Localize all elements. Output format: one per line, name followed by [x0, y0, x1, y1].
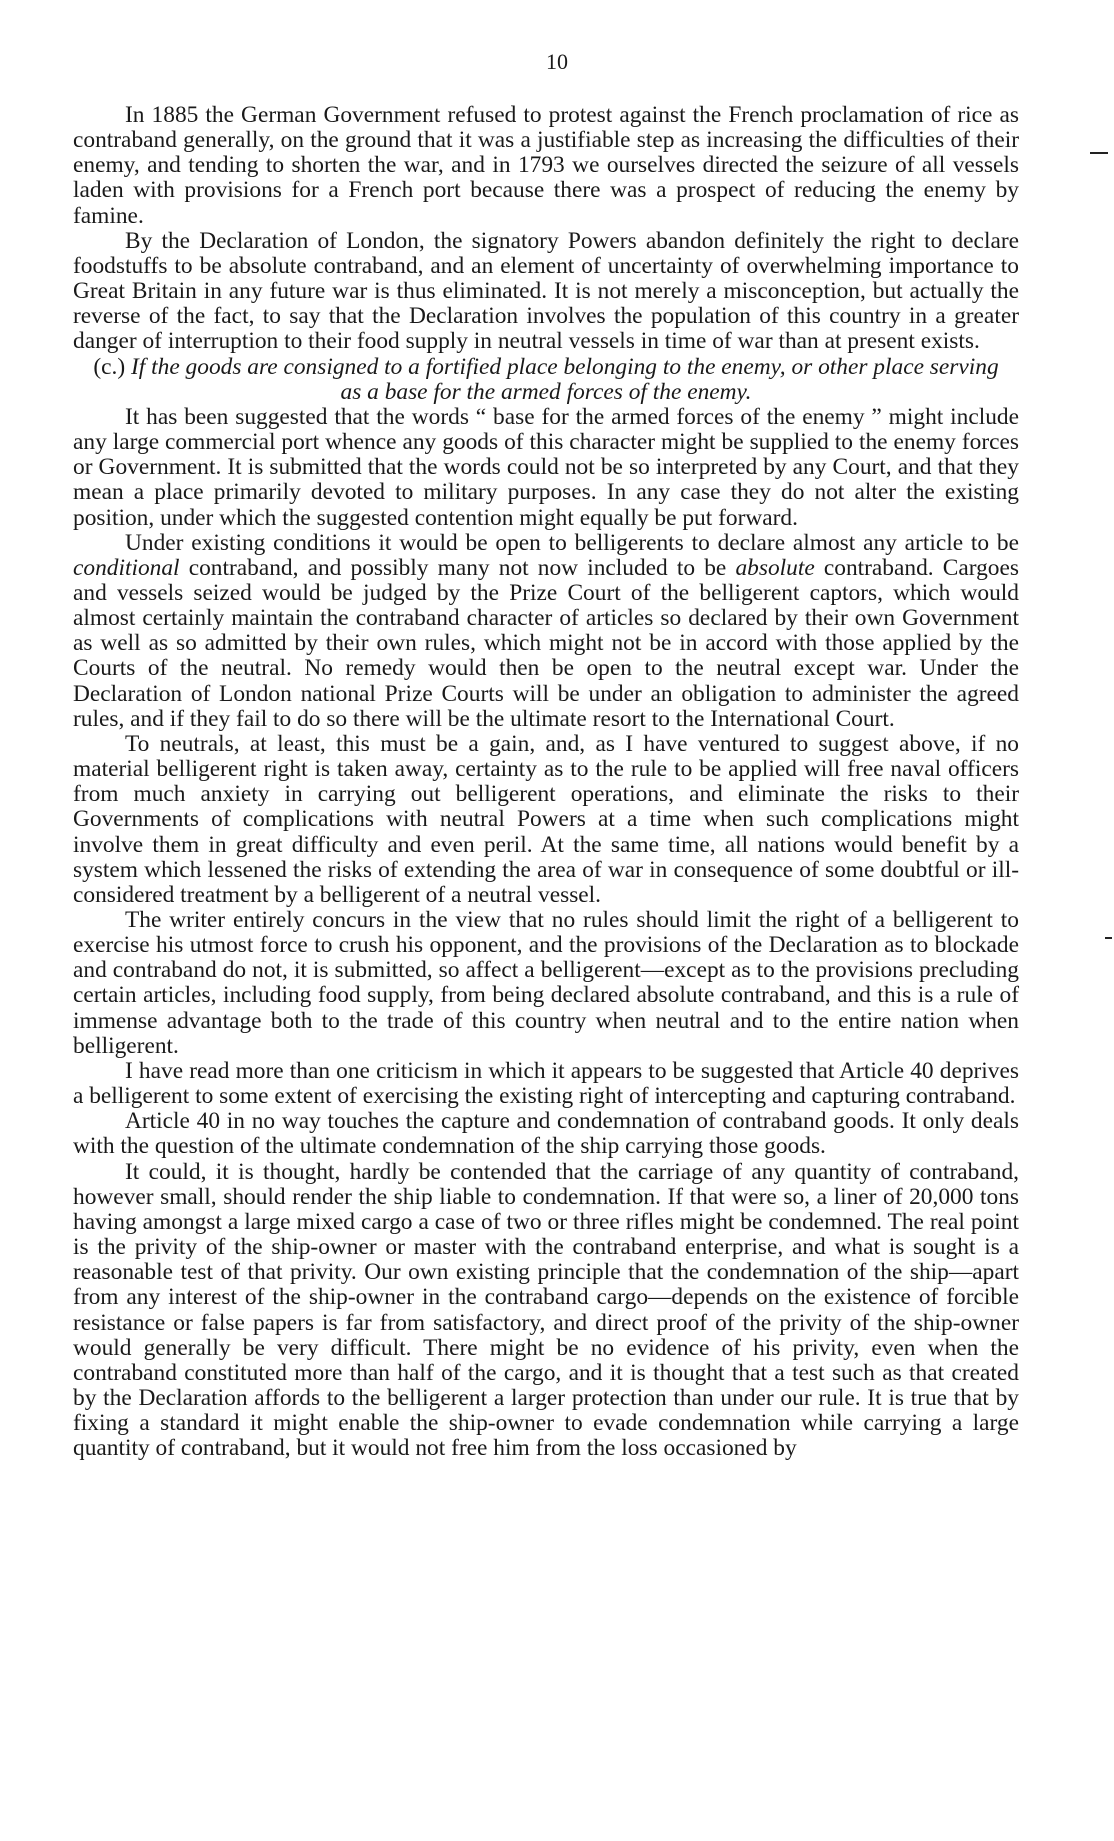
- paragraph: [73, 531, 1019, 732]
- paragraph-text: Under existing conditions it would be open to belligerents to declare almost any article to be: [125, 529, 1019, 556]
- section-heading-text: If the goods are consigned to a fortified place belonging to the enemy, or other place serving as a base for the armed forces of the enemy.: [131, 353, 999, 405]
- paragraph-text: It could, it is thought, hardly be contended that the carriage of any quantity of contraband, however small, should render the ship liable to condemnation. If that were so, a liner of 20,000 tons having amongst a large mixed cargo a case of two or three rifles might be condemned. The real point is the privity of the ship-owner or master with the contraband enterprise, and what is sought is a reasonable test of that privity. Our own existing principle that the condemnation of the ship—apart from any interest of the ship-owner in the contraband cargo—depends on the existence of forcible resistance or false papers is far from satisfactory, and direct proof of the privity of the ship-owner would generally be very difficult. There might be no evidence of his privity, even when the contraband constituted more than half of the cargo, and it is thought that a test such as that created by the Declaration affords to the belligerent a larger protection than under our rule. It is true that by fixing a standard it might enable the ship-owner to evade condemnation while carrying a large quantity of contraband, but it would not free him from the loss occasioned by: [73, 1158, 1019, 1462]
- document-body: [73, 103, 1019, 1461]
- page-number: 10: [546, 49, 568, 74]
- paragraph-text: To neutrals, at least, this must be a gain, and, as I have ventured to suggest above, if no material belligerent right is taken away, certainty as to the rule to be applied will free naval officers from much anxiety in carrying out belligerent operations, and eliminate the risks to their Governments of complications with neutral Powers at a time when such complications might involve them in great difficulty and even peril. At the same time, all nations would benefit by a system which lessened the risks of extending the area of war in consequence of some doubtful or ill-considered treatment by a belligerent of a neutral vessel.: [73, 730, 1019, 908]
- margin-mark: [1090, 152, 1108, 154]
- section-label: (c.): [93, 353, 126, 380]
- paragraph-text: contraband, and possibly many not now included to be: [179, 554, 736, 581]
- paragraph-text: In 1885 the German Government refused to protest against the French proclamation of rice as contraband generally, on the ground that it was a justifiable step as increasing the difficulties of their enemy, and tending to shorten the war, and in 1793 we ourselves directed the seizure of all vessels laden with provisions for a French port because there was a prospect of reducing the enemy by famine.: [73, 102, 1019, 229]
- italic-term: conditional: [73, 554, 180, 581]
- paragraph: [73, 405, 1019, 531]
- paragraph-text: contraband. Cargoes and vessels seized would be judged by the Prize Court of the belligerent captors, which would almost certainly maintain the contraband character of articles so declared by their own Government as well as so admitted by their own rules, which might not be in accord with those applied by the Courts of the neutral. No remedy would then be open to the neutral except war. Under the Declaration of London national Prize Courts will be under an obligation to administer the agreed rules, and if they fail to do so there will be the ultimate resort to the International Court.: [73, 554, 1019, 732]
- italic-term: absolute: [735, 554, 815, 581]
- paragraph: [73, 1160, 1019, 1462]
- paragraph: [73, 1059, 1019, 1109]
- paragraph: [73, 229, 1019, 355]
- paragraph: [73, 908, 1019, 1059]
- paragraph-text: I have read more than one criticism in which it appears to be suggested that Article 40 deprives a belligerent to some extent of exercising the existing right of intercepting and capturing contraband.: [73, 1057, 1019, 1110]
- paragraph-text: By the Declaration of London, the signatory Powers abandon definitely the right to declare foodstuffs to be absolute contraband, and an element of uncertainty of overwhelming importance to Great Britain in any future war is thus eliminated. It is not merely a misconception, but actually the reverse of the fact, to say that the Declaration involves the population of this country in a greater danger of interruption to their food supply in neutral vessels in time of war than at present exists.: [73, 227, 1019, 355]
- paragraph: [73, 1109, 1019, 1159]
- paragraph-text: Article 40 in no way touches the capture and condemnation of contraband goods. It only deals with the question of the ultimate condemnation of the ship carrying those goods.: [73, 1108, 1019, 1160]
- margin-mark: [1105, 937, 1112, 939]
- paragraph: [73, 732, 1019, 908]
- paragraph-text: The writer entirely concurs in the view that no rules should limit the right of a belligerent to exercise his utmost force to crush his opponent, and the provisions of the Declaration as to blockade and contraband do not, it is submitted, so affect a belligerent—except as to the provisions precluding certain articles, including food supply, from being declared absolute contraband, and this is a rule of immense advantage both to the trade of this country when neutral and to the entire nation when belligerent.: [73, 907, 1019, 1059]
- paragraph: [73, 103, 1019, 229]
- paragraph-text: It has been suggested that the words “ base for the armed forces of the enemy ” might include any large commercial port whence any goods of this character might be supplied to the enemy forces or Government. It is submitted that the words could not be so interpreted by any Court, and that they mean a place primarily devoted to military purposes. In any case they do not alter the existing position, under which the suggested contention might equally be put forward.: [73, 403, 1019, 531]
- section-heading: [73, 355, 1019, 405]
